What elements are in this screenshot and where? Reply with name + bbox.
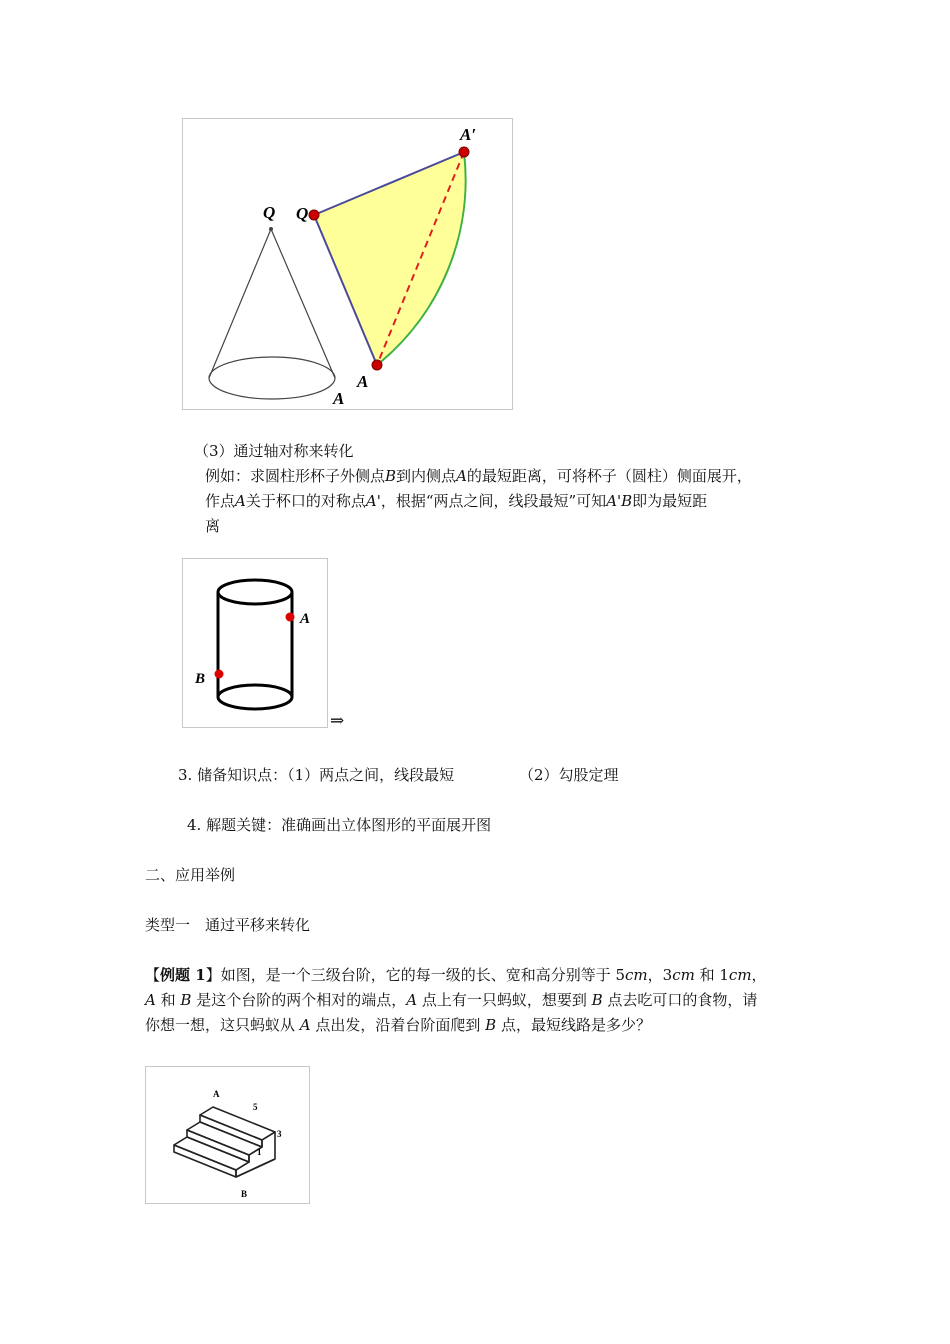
unfold-arrow: ⇒ bbox=[330, 711, 345, 731]
stairs-length-label: 5 bbox=[253, 1102, 258, 1112]
sector-point-a-label: A bbox=[357, 372, 369, 391]
knowledge-point-item: 3. 储备知识点：（1）两点之间，线段最短 bbox=[178, 766, 455, 784]
cylinder-figure bbox=[182, 558, 328, 728]
cone-apex-label: Q bbox=[263, 203, 276, 222]
stairs-height-label: 1 bbox=[257, 1147, 262, 1157]
example-1-line-3: 你想一想，这只蚂蚁从 A 点出发，沿着台阶面爬到 B 点，最短线路是多少？ bbox=[145, 1016, 651, 1034]
section-2-title: 二、应用举例 bbox=[145, 866, 236, 884]
stairs-figure bbox=[145, 1066, 310, 1204]
cone-base-label: A bbox=[333, 389, 345, 408]
cylinder-point-b-label: B bbox=[195, 671, 206, 687]
key-point-item: 4. 解题关键：准确画出立体图形的平面展开图 bbox=[187, 816, 492, 834]
cone-drawing bbox=[209, 227, 335, 399]
example-1-tag: 例题 1 bbox=[160, 966, 206, 984]
stairs-point-a-label: A bbox=[213, 1089, 220, 1099]
sector-point-a-prime-label: A′ bbox=[460, 125, 477, 144]
section-3-heading: （3）通过轴对称来转化 bbox=[194, 442, 354, 460]
cylinder-point-a-label: A bbox=[300, 611, 311, 627]
cylinder-diagram bbox=[183, 559, 329, 729]
sector-apex-label: Q bbox=[296, 204, 309, 223]
stairs-diagram bbox=[146, 1067, 311, 1205]
example-1-line-1: 【例题 1】如图，是一个三级台阶，它的每一级的长、宽和高分别等于 5cm，3cm 和 1cm， bbox=[145, 966, 767, 984]
section-3-line-2: 作点A关于杯口的对称点A'，根据“两点之间，线段最短”可知A'B即为最短距 bbox=[205, 492, 708, 510]
section-3-line-1: 例如：求圆柱形杯子外侧点B到内侧点A的最短距离，可将杯子（圆柱）侧面展开， bbox=[205, 467, 752, 485]
type-1-title: 类型一 通过平移来转化 bbox=[145, 916, 311, 934]
stairs-point-b-label: B bbox=[241, 1189, 248, 1199]
cone-unfold-figure bbox=[182, 118, 513, 410]
example-1-line-2: A 和 B 是这个台阶的两个相对的端点，A 点上有一只蚂蚁，想要到 B 点去吃可口的食物，请 bbox=[145, 991, 758, 1009]
cone-unfold-diagram bbox=[183, 119, 514, 411]
section-3-line-3: 离 bbox=[205, 517, 221, 535]
sector-drawing bbox=[309, 147, 469, 370]
pythagorean-item: （2）勾股定理 bbox=[519, 766, 619, 784]
stairs-width-label: 3 bbox=[277, 1129, 282, 1139]
